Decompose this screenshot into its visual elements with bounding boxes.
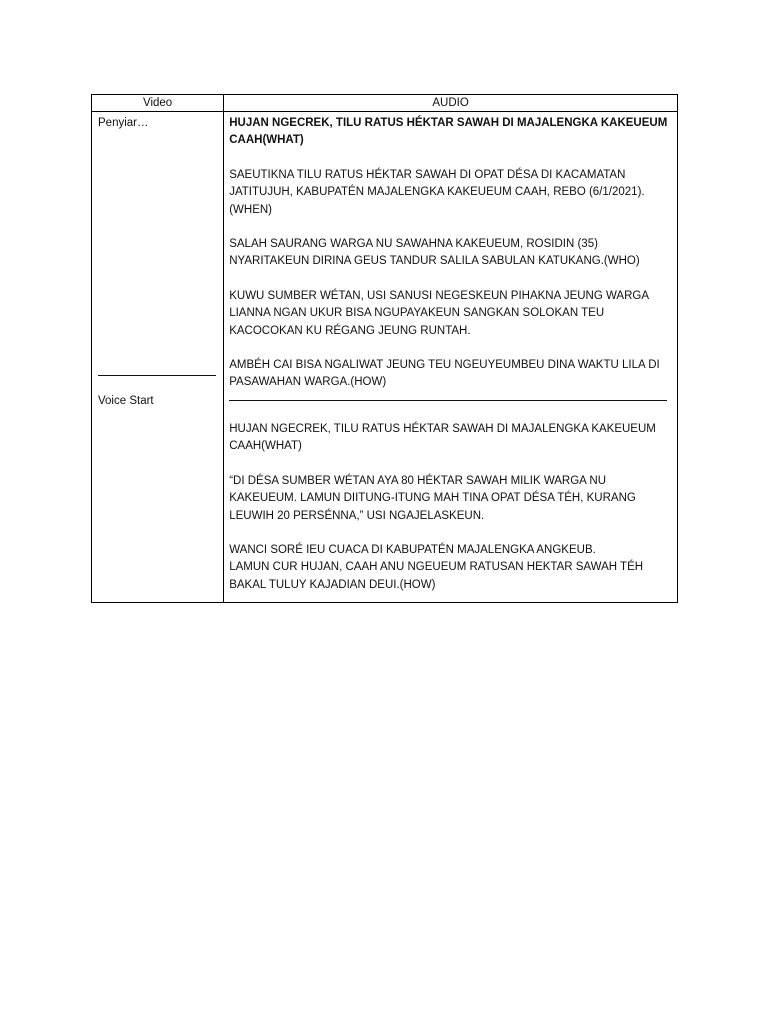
text-line: KACOCOKAN KU RÉGANG JEUNG RUNTAH. [229, 324, 471, 337]
script-table [91, 94, 678, 603]
who-paragraph [229, 236, 672, 271]
text-line: SALAH SAURANG WARGA NU SAWAHNA KAKEUEUM, ROSIDIN (35) [229, 238, 598, 251]
text-line: LEUWIH 20 PERSÉNNA,” USI NGAJELASKEUN. [229, 509, 485, 522]
text-line: CAAH(WHAT) [229, 134, 304, 147]
video-header: Video [92, 95, 224, 112]
text-line: JATITUJUH, KABUPATÉN MAJALENGKA KAKEUEUM CAAH, REBO (6/1/2021). [229, 186, 645, 199]
text-line: LAMUN CUR HUJAN, CAAH ANU NGEUEUM RATUSAN HEKTAR SAWAH TÉH [229, 561, 644, 574]
text-line: NYARITAKEUN DIRINA GEUS TANDUR SALILA SABULAN KATUKANG.(WHO) [229, 255, 640, 268]
text-line: AMBÉH CAI BISA NGALIWAT JEUNG TEU NGEUYEUMBEU DINA WAKTU LILA DI [229, 359, 660, 372]
audio-header: AUDIO [224, 95, 678, 112]
text-line: SAEUTIKNA TILU RATUS HÉKTAR SAWAH DI OPAT DÉSA DI KACAMATAN [229, 168, 626, 181]
text-line: CAAH(WHAT) [229, 440, 302, 453]
audio-cell [224, 112, 678, 603]
closing-paragraph [229, 542, 672, 594]
quote-paragraph [229, 473, 672, 525]
section-divider [229, 400, 667, 401]
text-line: (WHEN) [229, 203, 273, 216]
headline-paragraph [229, 115, 672, 150]
text-line: KUWU SUMBER WÉTAN, USI SANUSI NEGESKEUN PIHAKNA JEUNG WARGA [229, 289, 650, 302]
voice-start-label: Voice Start [98, 395, 154, 407]
video-cell [92, 112, 224, 603]
text-line: KAKEUEUM. LAMUN DIITUNG-ITUNG MAH TINA OPAT DÉSA TÉH, KURANG [229, 492, 636, 505]
text-line: “DI DÉSA SUMBER WÉTAN AYA 80 HÉKTAR SAWAH MILIK WARGA NU [229, 474, 607, 487]
when-paragraph [229, 167, 672, 219]
content-row [92, 112, 678, 603]
penyiar-label: Penyiar… [98, 117, 149, 129]
headline-repeat-paragraph [229, 421, 672, 456]
header-row [92, 95, 678, 112]
text-line: PASAWAHAN WARGA.(HOW) [229, 376, 387, 389]
text-line: BAKAL TULUY KAJADIAN DEUI.(HOW) [229, 578, 436, 591]
text-line: HUJAN NGECREK, TILU RATUS HÉKTAR SAWAH DI MAJALENGKA KAKEUEUM [229, 422, 656, 435]
how-paragraph [229, 357, 672, 392]
kuwu-paragraph [229, 288, 672, 340]
text-line: WANCI SORÉ IEU CUACA DI KABUPATÉN MAJALENGKA ANGKEUB. [229, 543, 596, 556]
video-divider [98, 375, 216, 376]
text-line: LIANNA NGAN UKUR BISA NGUPAYAKEUN SANGKAN SOLOKAN TEU [229, 307, 605, 320]
text-line: HUJAN NGECREK, TILU RATUS HÉKTAR SAWAH DI MAJALENGKA KAKEUEUM [229, 117, 668, 129]
